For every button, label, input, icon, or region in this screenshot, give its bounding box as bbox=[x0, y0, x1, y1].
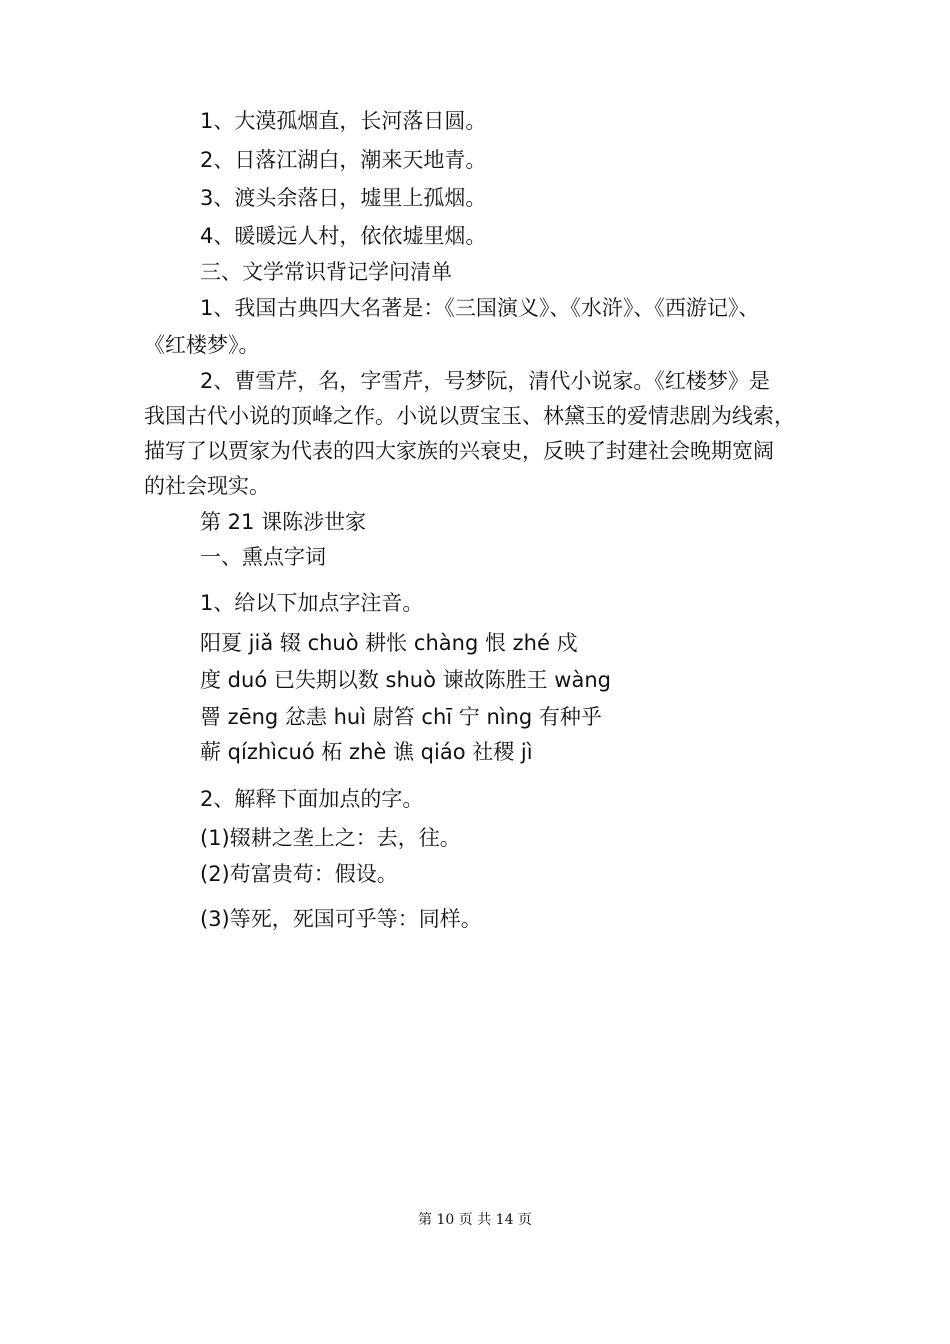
explanation-3: (3)等死，死国可乎等：同样。 bbox=[200, 907, 482, 931]
pinyin-line-3: 罾 zēng 忿恚 huì 尉笞 chī 宁 nìng 有种乎 bbox=[200, 705, 602, 729]
poem-line-1: 1、大漠孤烟直，长河落日圆。 bbox=[200, 109, 487, 133]
paragraph-cao-xueqin-line-2: 我国古代小说的顶峰之作。小说以贾宝玉、林黛玉的爱情悲剧为线索， bbox=[144, 404, 795, 428]
lesson-title: 第 21 课陈涉世家 bbox=[200, 510, 367, 534]
section-heading-literary-knowledge: 三、文学常识背记学问清单 bbox=[200, 260, 452, 284]
pinyin-line-1: 阳夏 jiǎ 辍 chuò 耕怅 chàng 恨 zhé 戍 bbox=[200, 631, 578, 655]
poem-line-2: 2、日落江湖白，潮来天地青。 bbox=[200, 148, 487, 172]
explanation-2: (2)苟富贵苟：假设。 bbox=[200, 862, 398, 886]
paragraph-cao-xueqin-line-4: 的社会现实。 bbox=[144, 474, 270, 498]
poem-line-4: 4、暖暖远人村，依依墟里烟。 bbox=[200, 224, 487, 248]
exercise-2-prompt: 2、解释下面加点的字。 bbox=[200, 787, 424, 811]
pinyin-line-4: 蕲 qízhìcuó 柘 zhè 谯 qiáo 社稷 jì bbox=[200, 740, 533, 764]
explanation-1: (1)辍耕之垄上之：去，往。 bbox=[200, 826, 461, 850]
exercise-1-prompt: 1、给以下加点字注音。 bbox=[200, 591, 424, 615]
section-heading-key-words: 一、熏点字词 bbox=[200, 545, 326, 569]
page-footer: 第 10 页 共 14 页 bbox=[418, 1212, 532, 1228]
paragraph-four-classics-line-2: 《红楼梦》。 bbox=[144, 333, 260, 357]
paragraph-four-classics-line-1: 1、我国古典四大名著是：《三国演义》、《水浒》、《西游记》、 bbox=[200, 296, 760, 320]
pinyin-line-2: 度 duó 已失期以数 shuò 谏故陈胜王 wàng bbox=[200, 668, 611, 692]
paragraph-cao-xueqin-line-3: 描写了以贾家为代表的四大家族的兴衰史，反映了封建社会晚期宽阔 bbox=[144, 439, 774, 463]
poem-line-3: 3、渡头余落日，墟里上孤烟。 bbox=[200, 186, 487, 210]
paragraph-cao-xueqin-line-1: 2、曹雪芹，名，字雪芹，号梦阮，清代小说家。《红楼梦》是 bbox=[200, 369, 770, 393]
